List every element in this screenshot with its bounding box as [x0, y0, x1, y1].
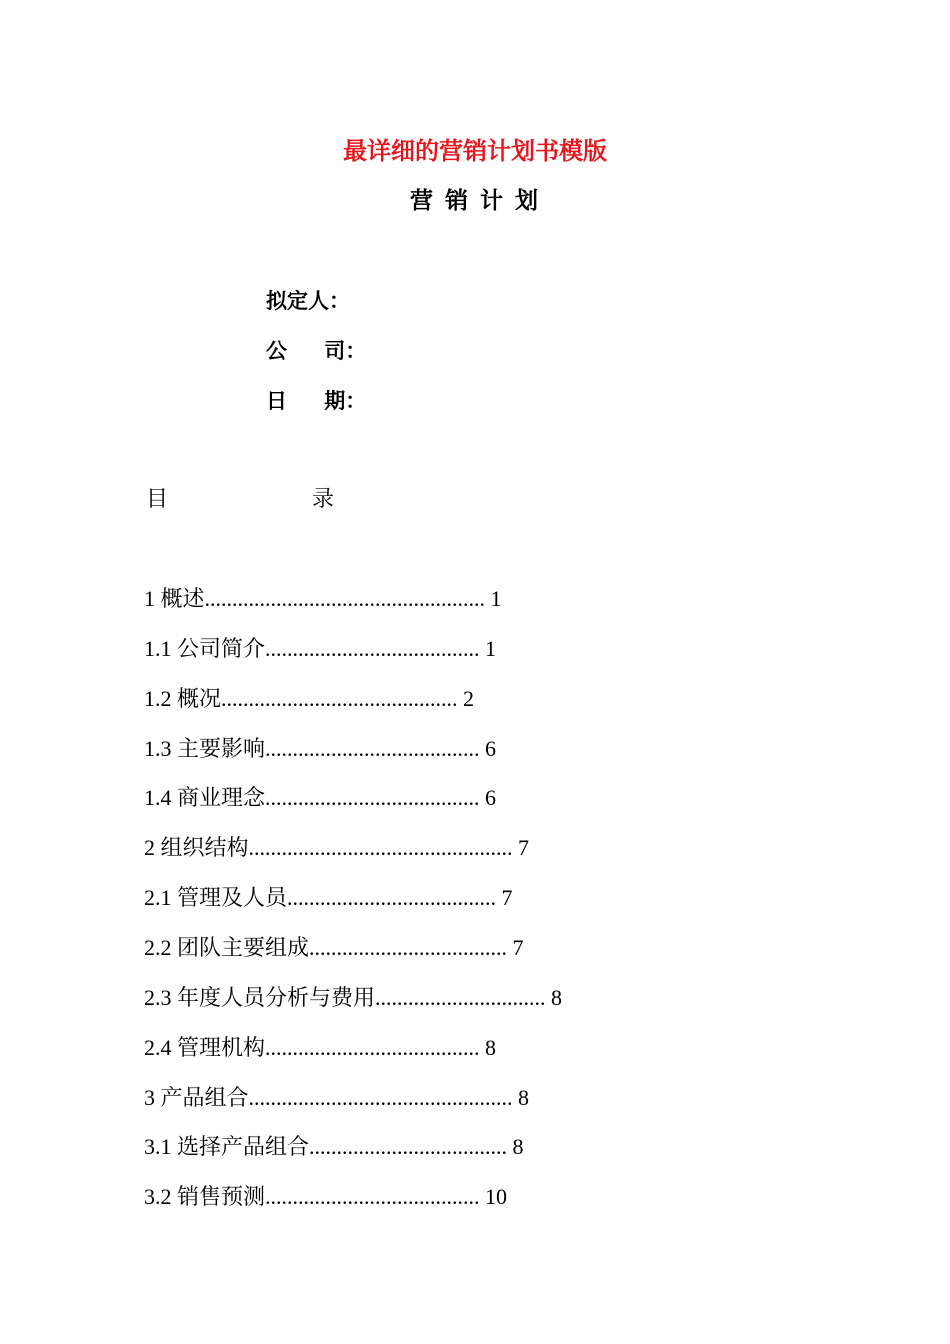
toc-entry-text: 3.2 销售预测: [144, 1184, 266, 1209]
toc-entry-leader: ......................................: [287, 885, 497, 910]
toc-entry-leader: ................................................: [248, 835, 513, 860]
toc-entry-text: 2.2 团队主要组成: [144, 935, 310, 960]
toc-entry-page: 7: [501, 885, 513, 910]
toc-entry-text: 1.4 商业理念: [144, 785, 266, 810]
toc-entry[interactable]: [144, 932, 524, 964]
toc-entry[interactable]: [144, 882, 513, 914]
toc-entry-leader: ...............................: [375, 985, 546, 1010]
toc-entry[interactable]: [144, 832, 529, 864]
toc-entry-page: 8: [518, 1085, 530, 1110]
toc-heading: [146, 484, 334, 516]
author-label: 拟定人：: [266, 288, 350, 313]
toc-entry-page: 7: [518, 835, 530, 860]
toc-entry-page: 6: [485, 785, 497, 810]
toc-entry-text: 2.3 年度人员分析与费用: [144, 985, 376, 1010]
document-subtitle: 营 销 计 划: [409, 187, 541, 214]
toc-entry-text: 1.1 公司简介: [144, 636, 266, 661]
toc-entry[interactable]: [144, 683, 474, 715]
date-field: [266, 386, 366, 416]
toc-entry[interactable]: [144, 1082, 529, 1114]
toc-entry[interactable]: [144, 733, 496, 765]
toc-entry-leader: .......................................: [265, 785, 480, 810]
toc-entry-leader: ....................................: [309, 935, 508, 960]
toc-entry[interactable]: [144, 1032, 496, 1064]
toc-entry-leader: .......................................: [265, 636, 480, 661]
toc-entry-page: 6: [485, 736, 497, 761]
toc-entry-page: 1: [490, 586, 502, 611]
toc-entry-text: 2.4 管理机构: [144, 1035, 266, 1060]
toc-entry-leader: ................................................: [248, 1085, 513, 1110]
toc-entry-leader: .......................................: [265, 736, 480, 761]
toc-entry-text: 1.2 概况: [144, 686, 222, 711]
toc-entry-page: 8: [485, 1035, 497, 1060]
toc-entry[interactable]: [144, 633, 496, 665]
toc-entry-page: 2: [463, 686, 475, 711]
toc-entry-leader: ...................................................: [204, 586, 486, 611]
date-label: 日 期：: [266, 388, 367, 413]
document-title: 最详细的营销计划书模版: [343, 136, 607, 165]
toc-entry[interactable]: [144, 1131, 524, 1163]
toc-entry-page: 10: [485, 1184, 508, 1209]
toc-entry-text: 3 产品组合: [144, 1085, 249, 1110]
toc-entry-page: 1: [485, 636, 497, 661]
toc-entry-leader: ...........................................: [221, 686, 458, 711]
toc-entry[interactable]: [144, 782, 496, 814]
toc-entry-text: 1 概述: [144, 586, 205, 611]
toc-entry-leader: .......................................: [265, 1035, 480, 1060]
toc-entry-page: 8: [512, 1134, 524, 1159]
toc-entry-page: 7: [512, 935, 524, 960]
toc-entry-leader: .......................................: [265, 1184, 480, 1209]
toc-heading-left: 目: [146, 487, 169, 512]
author-field: [266, 286, 350, 316]
toc-entry-text: 1.3 主要影响: [144, 736, 266, 761]
toc-entry-page: 8: [551, 985, 563, 1010]
toc-entry-text: 2 组织结构: [144, 835, 249, 860]
toc-heading-right: 录: [312, 487, 335, 512]
toc-entry-text: 3.1 选择产品组合: [144, 1134, 310, 1159]
toc-entry[interactable]: [144, 1181, 507, 1213]
toc-entry-text: 2.1 管理及人员: [144, 885, 288, 910]
toc-entry-leader: ....................................: [309, 1134, 508, 1159]
toc-entry[interactable]: [144, 982, 562, 1014]
company-field: [266, 336, 366, 366]
company-label: 公 司：: [266, 338, 367, 363]
toc-entry[interactable]: [144, 583, 502, 615]
